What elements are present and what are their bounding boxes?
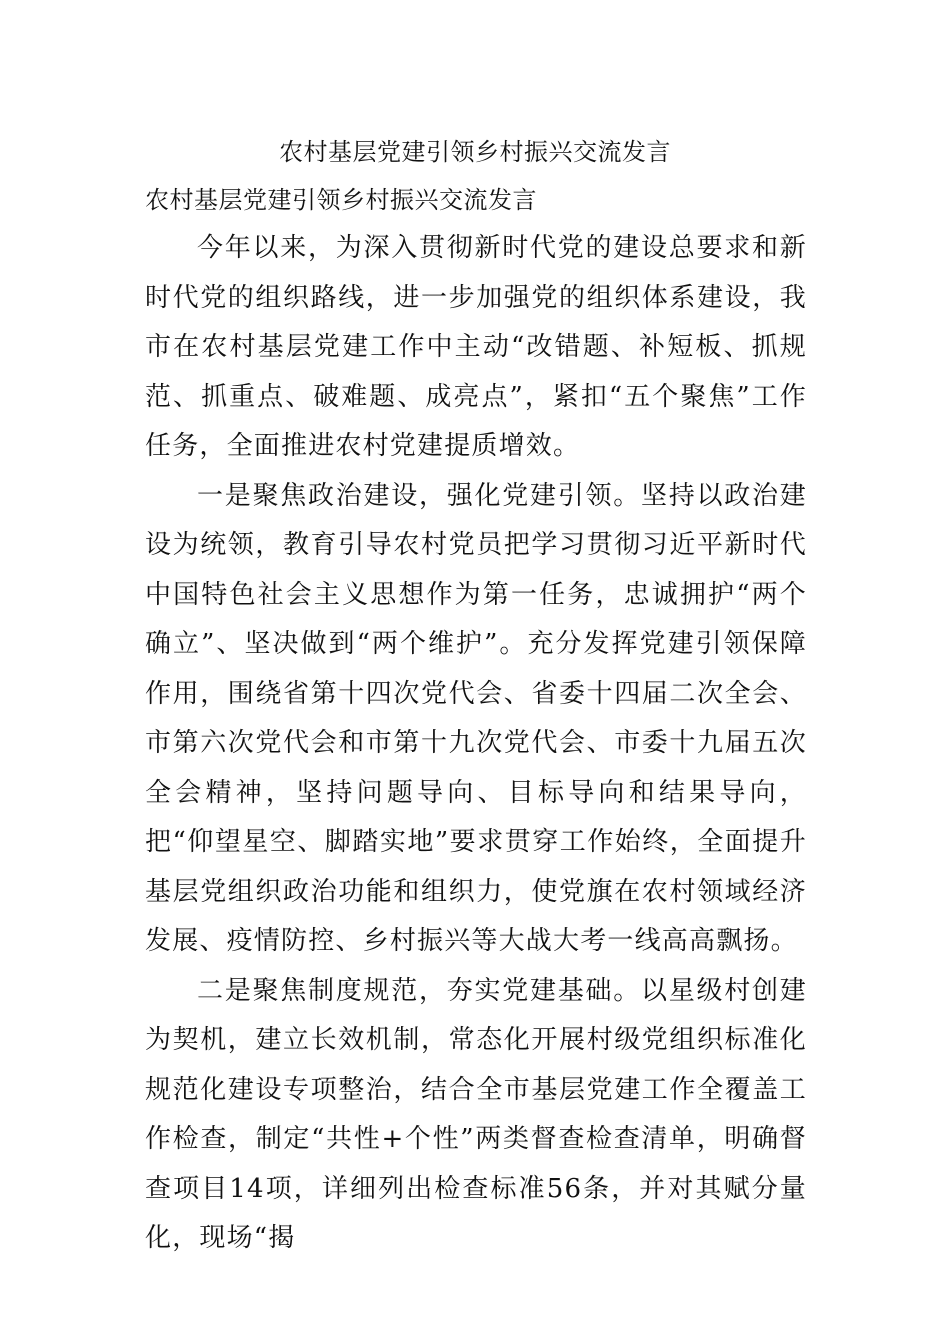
document-title: 农村基层党建引领乡村振兴交流发言	[279, 138, 671, 166]
paragraph-intro: 今年以来，为深入贯彻新时代党的建设总要求和新时代党的组织路线，进一步加强党的组织体系建设，我市在农村基层党建工作中主动“改错题、补短板、抓规范、抓重点、破难题、成亮点”，紧扣“五个聚焦”工作任务，全面推进农村党建提质增效。	[145, 233, 807, 461]
document-body	[145, 224, 807, 1264]
paragraph-institutional-norms: 二是聚焦制度规范，夯实党建基础。以星级村创建为契机，建立长效机制，常态化开展村级党组织标准化规范化建设专项整治，结合全市基层党建工作全覆盖工作检查，制定“共性+个性”两类督查检查清单，明确督查项目14项，详细列出检查标准56条，并对其赋分量化，现场“揭	[145, 975, 807, 1253]
document-subtitle: 农村基层党建引领乡村振兴交流发言	[145, 186, 537, 214]
paragraph-political-building: 一是聚焦政治建设，强化党建引领。坚持以政治建设为统领，教育引导农村党员把学习贯彻习近平新时代中国特色社会主义思想作为第一任务，忠诚拥护“两个确立”、坚决做到“两个维护”。充分发挥党建引领保障作用，围绕省第十四次党代会、省委十四届二次全会、市第六次党代会和市第十九次党代会、市委十九届五次全会精神，坚持问题导向、目标导向和结果导向，把“仰望星空、脚踏实地”要求贯穿工作始终，全面提升基层党组织政治功能和组织力，使党旗在农村领域经济发展、疫情防控、乡村振兴等大战大考一线高高飘扬。	[145, 480, 807, 956]
